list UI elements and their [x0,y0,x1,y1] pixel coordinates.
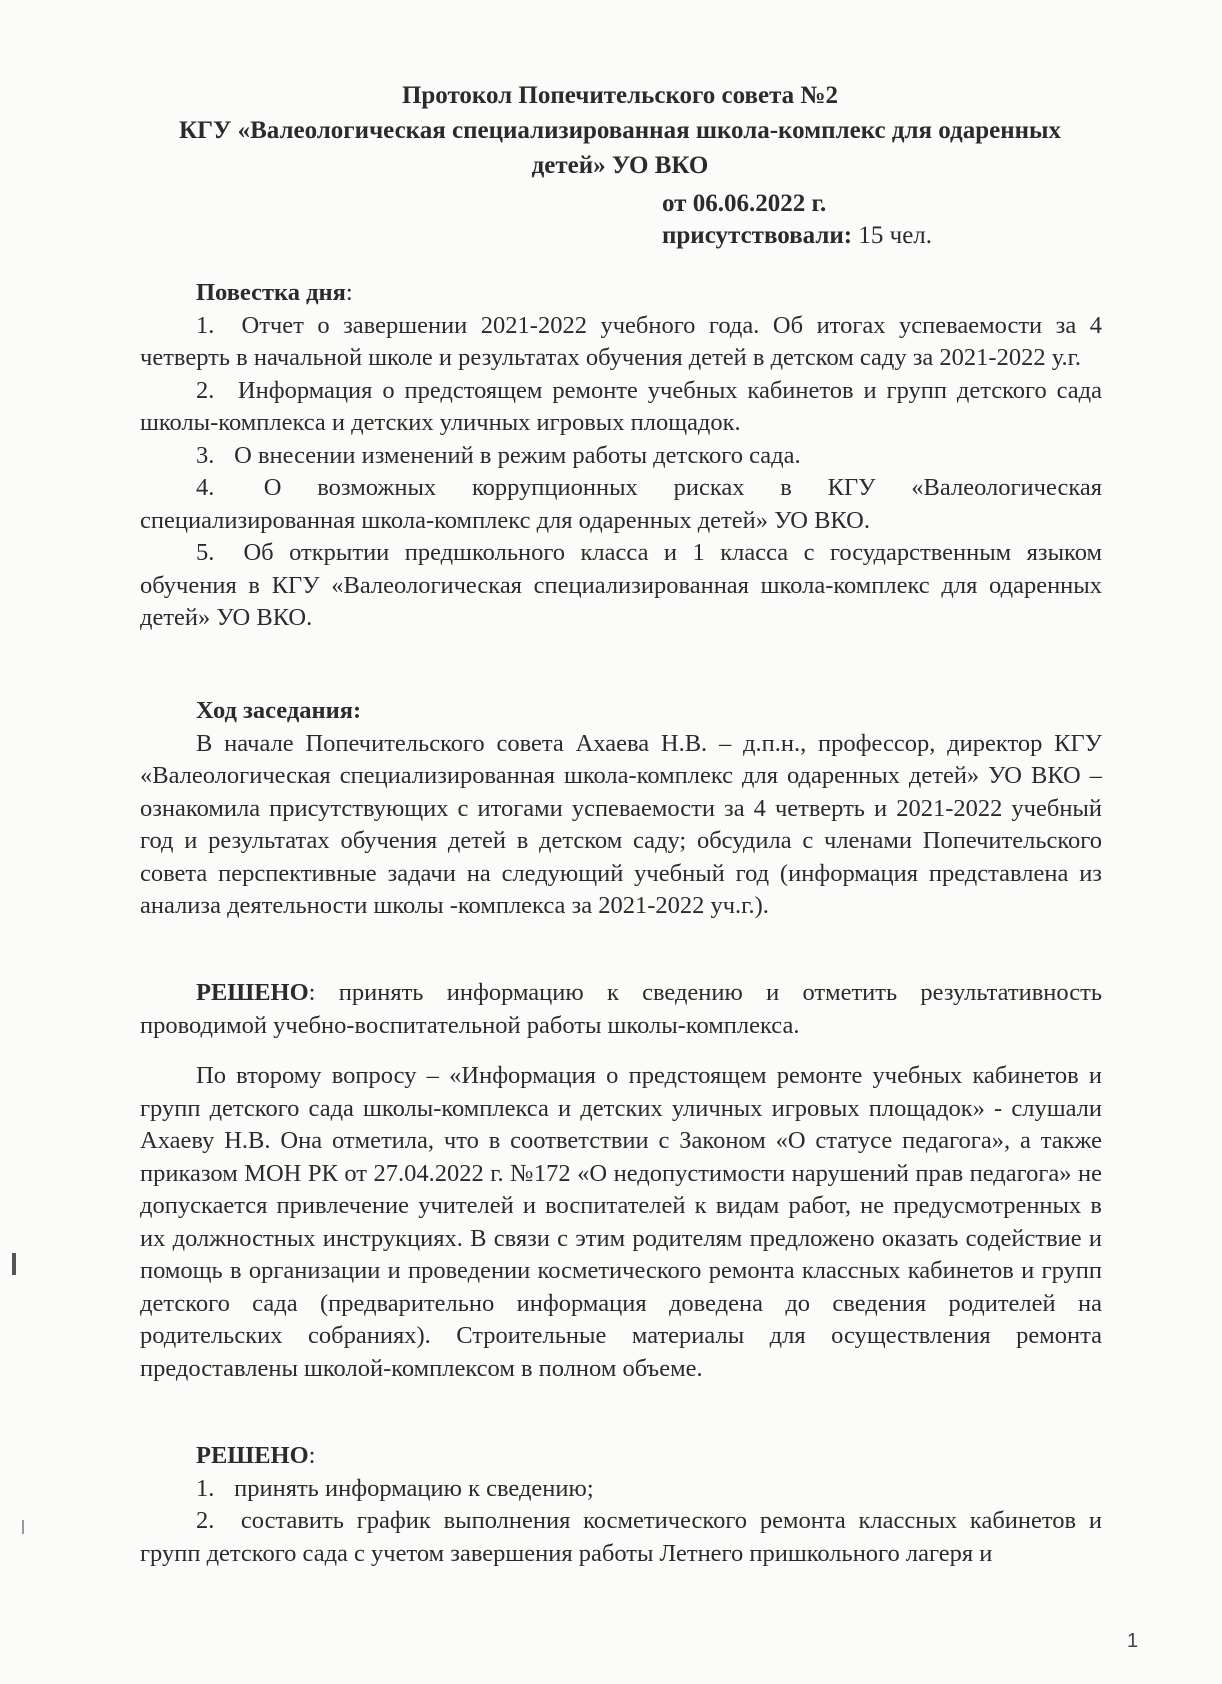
proceedings-section [140,695,1102,923]
decision-label: РЕШЕНО [196,1442,309,1469]
second-question-text: По второму вопросу – «Информация о предстоящем ремонте учебных кабинетов и групп детского сада школы-комплекса и детских уличных игровых площадок» - слушали Ахаеву Н.В. Она отметила, что в соответствии с Законом «О статусе педагога», а также приказом МОН РК от 27.04.2022 г. №172 «О недопустимости нарушений прав педагога» не допускается привлечение учителей и воспитателей к видам работ, не предусмотренных в их должностных инструкциях. В связи с этим родителям предложено оказать содействие и помощь в организации и проведении косметического ремонта классных кабинетов и групп детского сада (предварительно информация доведена до сведения родителей на родительских собраниях). Строительные материалы для осуществления ремонта предоставлены школой-комплексом в полном объеме. [140,1062,1102,1382]
decision-item: 2. составить график выполнения косметического ремонта классных кабинетов и групп детского сада с учетом завершения работы Летнего пришкольного лагеря и [140,1507,1103,1567]
scan-artifact [12,1253,16,1275]
date-label: от 06.06.2022 г. [662,190,827,217]
attendance [662,220,932,252]
second-question [140,1060,1102,1385]
scan-artifact [22,1520,24,1534]
decision-label: РЕШЕНО [196,979,309,1006]
agenda-item: 2. Информация о предстоящем ремонте учебных кабинетов и групп детского сада школы-комплекса и детских уличных игровых площадок. [140,376,1102,436]
title-line-3: детей» УО ВКО [531,152,709,179]
document-title [140,78,1100,183]
agenda-item: 1. Отчет о завершении 2021-2022 учебного года. Об итогах успеваемости за 4 четверть в начальной школе и результатах обучения детей в детском саду за 2021-2022 у.г. [140,311,1102,371]
proceedings-text: В начале Попечительского совета Ахаева Н.В. – д.п.н., профессор, директор КГУ «Валеологическая специализированная школа-комплекс для одаренных детей» УО ВКО – ознакомила присутствующих с итогами успеваемости за 4 четверть и 2021-2022 учебный год и результатах обучения детей в детском саду; обсудила с членами Попечительского совета перспективные задачи на следующий учебный год (информация представлена из анализа деятельности школы -комплекса за 2021-2022 уч.г.). [140,729,1102,919]
decision-item: 1. принять информацию к сведению; [196,1474,594,1502]
agenda-item: 5. Об открытии предшкольного класса и 1 класса с государственным языком обучения в КГУ «Валеологическая специализированная школа-комплекс для одаренных детей» УО ВКО. [140,539,1103,631]
meeting-date [662,188,826,220]
agenda-item: 4. О возможных коррупционных рисках в КГУ «Валеологическая специализированная школа-комплекс для одаренных детей» УО ВКО. [140,474,1102,534]
decision-text: : принять информацию к сведению и отметить результативность проводимой учебно-воспитательной работы школы-комплекса. [140,979,1102,1039]
title-line-2: КГУ «Валеологическая специализированная школа-комплекс для одаренных [178,117,1062,144]
agenda-item: 3. О внесении изменений в режим работы детского сада. [196,441,801,469]
proceedings-heading: Ход заседания: [196,697,362,724]
agenda-heading: Повестка дня: [196,279,353,306]
decision-1 [140,977,1102,1042]
page-number: 1 [1127,1630,1139,1652]
attendance-label: присутствовали: [662,222,853,249]
agenda-section [140,277,1102,635]
attendance-value: 15 чел. [852,222,933,249]
decision-2: РЕШЕНО: 1. принять информацию к сведению; 2. составить график выполнения косметического ремонта классных кабинетов и групп детского сада с учетом завершения работы Летнего пришкольного лагеря и [140,1440,1102,1570]
title-line-1: Протокол Попечительского совета №2 [401,82,839,109]
